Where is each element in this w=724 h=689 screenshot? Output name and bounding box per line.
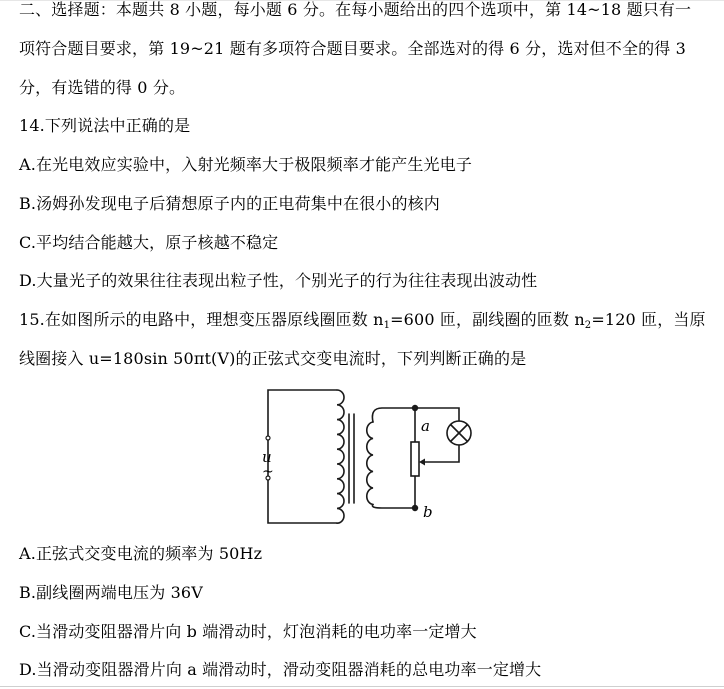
q14-option-d: D.大量光子的效果往往表现出粒子性，个别光子的行为往往表现出波动性	[19, 271, 538, 290]
slider-wire	[422, 445, 459, 462]
primary-circuit-wire	[268, 390, 337, 523]
section-intro-line-3: 分，有选错的得 0 分。	[19, 78, 186, 97]
junction-a	[412, 405, 418, 411]
label-a: a	[421, 417, 430, 435]
q14-option-a: A.在光电效应实验中，入射光频率大于极限频率才能产生光电子	[19, 155, 472, 174]
q14-option-b: B.汤姆孙发现电子后猜想原子内的正电荷集中在很小的核内	[19, 194, 440, 213]
q14-option-c: C.平均结合能越大，原子核越不稳定	[19, 233, 279, 252]
q15-stem-part-2: =600 匝，副线圈的匝数 n	[390, 310, 585, 329]
source-terminal-top	[266, 436, 270, 440]
q15-option-a: A.正弦式交变电流的频率为 50Hz	[19, 544, 263, 563]
junction-b	[412, 505, 418, 511]
n2-subscript: 2	[584, 320, 592, 331]
label-tilde: ~	[262, 464, 274, 480]
slider-arrow-icon	[419, 459, 425, 466]
q15-stem-line-1	[19, 310, 706, 330]
q15-option-c: C.当滑动变阻器滑片向 b 端滑动时，灯泡消耗的电功率一定增大	[19, 622, 477, 641]
primary-coil	[337, 390, 344, 523]
label-b: b	[423, 503, 433, 521]
q15-option-b: B.副线圈两端电压为 36V	[19, 583, 203, 602]
q14-stem: 14.下列说法中正确的是	[19, 116, 191, 135]
q15-stem-part-3: =120 匝，当原	[591, 310, 706, 329]
section-intro-line-2: 项符合题目要求，第 19~21 题有多项符合题目要求。全部选对的得 6 分，选对但不全的得 3	[19, 39, 686, 58]
rheostat-body	[411, 442, 419, 476]
secondary-coil	[367, 422, 373, 505]
q15-option-d: D.当滑动变阻器滑片向 a 端滑动时，滑动变阻器消耗的总电功率一定增大	[19, 660, 542, 679]
q15-stem-line-2: 线圈接入 u=180sin 50πt(V)的正弦式交变电流时，下列判断正确的是	[19, 349, 527, 368]
bottom-rule	[0, 686, 724, 687]
transformer-circuit-diagram	[258, 380, 488, 530]
q15-stem-part-1: 15.在如图所示的电路中，理想变压器原线圈匝数 n	[19, 310, 384, 329]
section-intro-line-1: 二、选择题：本题共 8 小题，每小题 6 分。在每小题给出的四个选项中，第 14~18 题只有一	[19, 0, 692, 19]
secondary-top-wire	[372, 408, 415, 422]
secondary-bottom-wire	[372, 505, 415, 509]
label-u: u	[262, 448, 272, 466]
n1-subscript: 1	[383, 320, 391, 331]
